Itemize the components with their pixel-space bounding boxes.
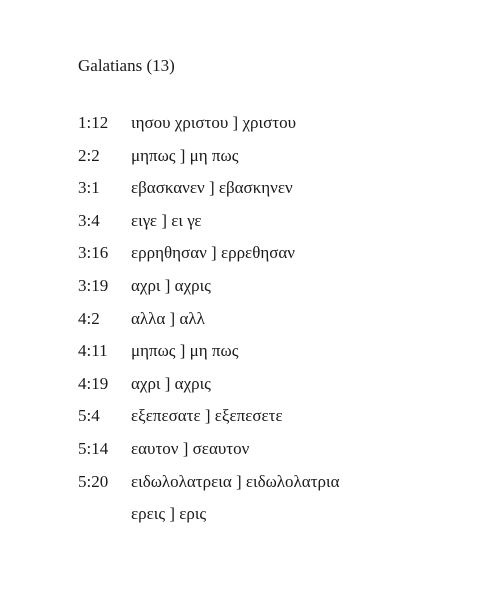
verse-ref: 4:2 <box>78 308 100 328</box>
verse-ref: 3:16 <box>78 243 109 263</box>
variant-reading: μηπως ] μη πως <box>131 145 239 165</box>
verse-ref: 3:1 <box>78 178 100 198</box>
verse-ref: 5:14 <box>78 438 109 458</box>
verse-ref: 3:4 <box>78 210 100 230</box>
verse-ref: 3:19 <box>78 275 109 295</box>
variant-reading: μηπως ] μη πως <box>131 341 239 361</box>
verse-ref: 5:4 <box>78 406 100 426</box>
variant-reading: αχρι ] αχρις <box>131 275 211 295</box>
verse-ref: 1:12 <box>78 113 109 132</box>
variant-reading: ιησου χριστου ] χριστου <box>131 113 296 132</box>
variant-reading: ειγε ] ει γε <box>131 210 202 230</box>
variant-reading: ερεις ] ερις <box>131 504 207 524</box>
variant-reading: εβασκανεν ] εβασκηνεν <box>131 178 293 198</box>
variant-reading: αχρι ] αχρις <box>131 373 211 393</box>
verse-ref: 4:11 <box>78 341 108 361</box>
variant-reading: εαυτον ] σεαυτον <box>131 438 250 458</box>
variant-reading: ερρηθησαν ] ερρεθησαν <box>131 243 295 263</box>
verse-ref: 4:19 <box>78 373 109 393</box>
variant-reading: εξεπεσατε ] εξεπεσετε <box>131 406 283 426</box>
variant-reading: αλλα ] αλλ <box>131 308 205 328</box>
variant-reading: ειδωλολατρεια ] ειδωλολατρια <box>131 471 340 491</box>
verse-ref: 5:20 <box>78 471 109 491</box>
page-title: Galatians (13) <box>78 56 175 75</box>
verse-ref: 2:2 <box>78 145 100 165</box>
